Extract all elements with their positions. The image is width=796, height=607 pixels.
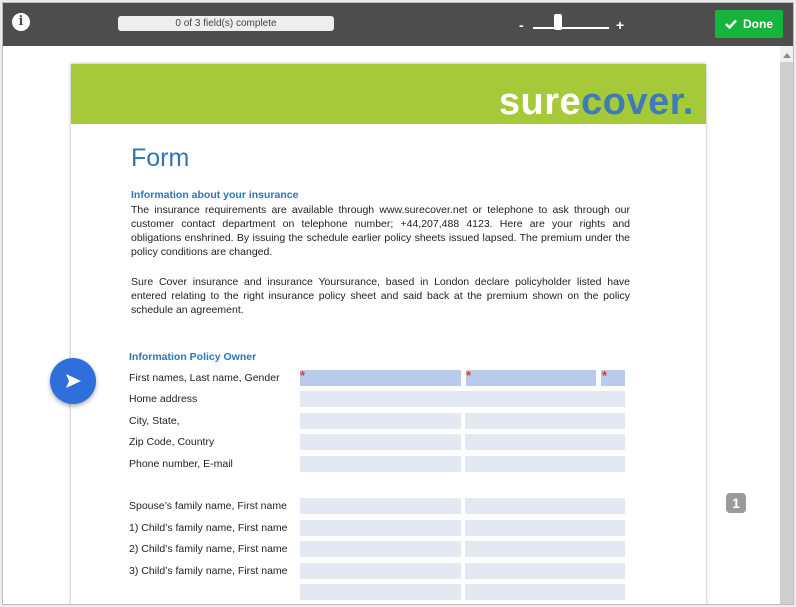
paragraph-agreement: Sure Cover insurance and insurance Yoursurance, based in London declare policyholder listed have entered relating to the right insurance policy sheet and said back at the premium shown on the policy schedule an agreement. [131,276,630,316]
phone-field[interactable] [300,456,461,472]
page-number-badge: 1 [726,493,746,513]
label-spouse-name: Spouse’s family name, First name [129,500,287,512]
spouse-first-name-field[interactable] [465,498,625,514]
child3-first-name-field[interactable] [465,563,625,579]
label-city-state: City, State, [129,415,180,427]
city-field[interactable] [300,413,461,429]
state-field[interactable] [465,413,625,429]
child2-family-name-field[interactable] [300,541,461,557]
arrow-right-icon [50,358,96,404]
zoom-in-button[interactable]: + [616,17,625,33]
zoom-out-button[interactable]: - [519,17,524,33]
logo-text-cover: cover. [581,81,694,123]
zoom-slider-thumb[interactable] [554,14,562,30]
section-heading-policy-owner: Information Policy Owner [129,351,257,363]
label-home-address: Home address [129,393,198,405]
progress-indicator: 0 of 3 field(s) complete [118,16,334,31]
extra-field-right[interactable] [465,584,625,600]
last-name-field[interactable] [466,370,596,386]
first-names-field[interactable] [300,370,461,386]
page-title: Form [131,144,190,172]
label-names-gender: First names, Last name, Gender [129,372,280,384]
zoom-slider-track[interactable] [533,27,609,29]
extra-field-left[interactable] [300,584,461,600]
home-address-field[interactable] [300,391,625,407]
country-field[interactable] [465,434,625,450]
brand-banner [71,64,706,124]
required-marker: * [602,368,608,383]
done-button[interactable] [715,10,783,38]
done-button-label: Done [743,17,773,31]
logo-text-sure: sure [498,81,582,123]
info-icon[interactable]: i [12,13,30,31]
required-marker: * [300,368,306,383]
document-viewport[interactable] [3,46,794,605]
scrollbar-thumb[interactable] [780,62,794,605]
child1-first-name-field[interactable] [465,520,625,536]
label-zip-country: Zip Code, Country [129,436,215,448]
child3-family-name-field[interactable] [300,563,461,579]
label-phone-email: Phone number, E-mail [129,458,233,470]
required-marker: * [466,368,472,383]
scroll-up-arrow-icon[interactable] [783,53,791,58]
email-field[interactable] [465,456,625,472]
label-child1-name: 1) Child’s family name, First name [129,522,288,534]
next-field-button[interactable] [50,358,96,404]
label-child2-name: 2) Child’s family name, First name [129,543,288,555]
surecover-logo [499,80,694,124]
vertical-scrollbar[interactable] [780,46,794,605]
paragraph-insurance: The insurance requirements are available through www.surecover.net or telephone to ask through our customer contact department on telephone number; +44,207,488 4123. Here are your rights and obligations enshrined. By issuing the schedule earlier policy sheets issued lapsed. The premium under the policy conditions are changed. [131,204,630,258]
document-page [71,64,706,605]
zip-code-field[interactable] [300,434,461,450]
spouse-family-name-field[interactable] [300,498,461,514]
child2-first-name-field[interactable] [465,541,625,557]
checkmark-icon [725,19,737,29]
app-frame [2,2,794,605]
toolbar [3,3,793,46]
child1-family-name-field[interactable] [300,520,461,536]
label-child3-name: 3) Child’s family name, First name [129,565,288,577]
section-heading-insurance: Information about your insurance [131,189,299,201]
